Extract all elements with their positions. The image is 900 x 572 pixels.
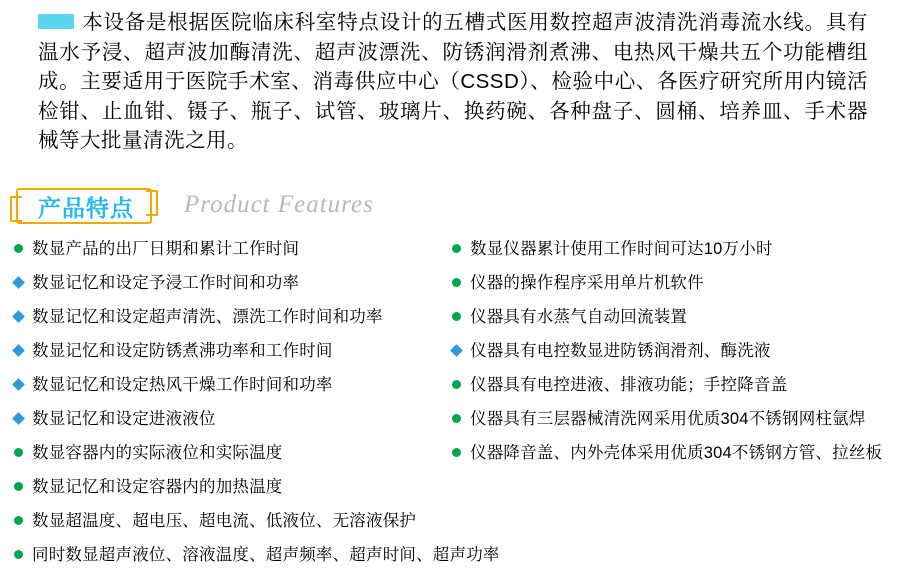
circle-bullet-icon	[452, 278, 461, 287]
lead-accent-box	[38, 14, 74, 29]
diamond-bullet-icon	[450, 344, 463, 357]
feature-item-label: 仪器具有三层器械清洗网采用优质304不锈钢网柱氩焊	[470, 410, 866, 428]
diamond-bullet-icon	[12, 378, 25, 391]
feature-item-label: 数显产品的出厂日期和累计工作时间	[32, 240, 300, 258]
circle-bullet-icon	[452, 414, 461, 423]
feature-item	[14, 368, 454, 402]
circle-bullet-icon	[452, 244, 461, 253]
feature-item-label: 同时数显超声液位、溶液温度、超声频率、超声时间、超声功率	[32, 546, 500, 564]
product-features-tag	[16, 188, 152, 224]
product-features-tag-label: 产品特点	[38, 194, 134, 221]
feature-item	[452, 232, 892, 266]
feature-item-label: 数显记忆和设定超声清洗、漂洗工作时间和功率	[32, 308, 383, 326]
feature-item-label: 仪器具有电控进液、排液功能；手控降音盖	[470, 376, 788, 394]
feature-item-label: 数显仪器累计使用工作时间可达10万小时	[470, 240, 773, 258]
circle-bullet-icon	[452, 448, 461, 457]
section-header	[8, 188, 892, 228]
features-column-right	[452, 232, 892, 470]
feature-item-label: 数显记忆和设定进液液位	[32, 410, 216, 428]
feature-item-label: 仪器具有电控数显进防锈润滑剂、酶洗液	[470, 342, 771, 360]
feature-item	[452, 368, 892, 402]
feature-item	[14, 300, 454, 334]
circle-bullet-icon	[452, 380, 461, 389]
circle-bullet-icon	[14, 448, 23, 457]
intro-text: 本设备是根据医院临床科室特点设计的五槽式医用数控超声波清洗消毒流水线。具有温水予浸、超声波加酶清洗、超声波漂洗、防锈润滑剂煮沸、电热风干燥共五个功能槽组成。主要适用于医院手术室、消毒供应中心（CSSD）、检验中心、各医疗研究所用内镜活检钳、止血钳、镊子、瓶子、试管、玻璃片、换药碗、各种盘子、圆桶、培养皿、手术器械等大批量清洗之用。	[38, 11, 868, 152]
feature-item-label: 数显超温度、超电压、超电流、低液位、无溶液保护	[32, 512, 417, 530]
diamond-bullet-icon	[12, 276, 25, 289]
diamond-bullet-icon	[12, 412, 25, 425]
feature-item-label: 仪器降音盖、内外壳体采用优质304不锈钢方管、拉丝板	[470, 444, 883, 462]
feature-item	[14, 470, 454, 504]
feature-item-label: 数显记忆和设定予浸工作时间和功率	[32, 274, 300, 292]
feature-item	[14, 232, 454, 266]
feature-item	[14, 538, 500, 572]
circle-bullet-icon	[14, 550, 23, 559]
feature-item	[14, 266, 454, 300]
feature-item-label: 数显容器内的实际液位和实际温度	[32, 444, 283, 462]
circle-bullet-icon	[452, 312, 461, 321]
circle-bullet-icon	[14, 516, 23, 525]
feature-item	[14, 436, 454, 470]
product-features-subtitle: Product Features	[184, 191, 374, 218]
feature-item	[452, 402, 892, 436]
feature-item	[452, 334, 892, 368]
intro-paragraph	[38, 8, 868, 156]
feature-item	[14, 504, 454, 538]
feature-item	[452, 266, 892, 300]
diamond-bullet-icon	[12, 310, 25, 323]
diamond-bullet-icon	[12, 344, 25, 357]
features-column-left	[14, 232, 500, 572]
circle-bullet-icon	[14, 482, 23, 491]
feature-item-label: 仪器的操作程序采用单片机软件	[470, 274, 704, 292]
feature-item	[452, 436, 892, 470]
circle-bullet-icon	[14, 244, 23, 253]
feature-item-label: 数显记忆和设定容器内的加热温度	[32, 478, 283, 496]
feature-item	[452, 300, 892, 334]
feature-item-label: 仪器具有水蒸气自动回流装置	[470, 308, 688, 326]
feature-item	[14, 334, 454, 368]
feature-item-label: 数显记忆和设定防锈煮沸功率和工作时间	[32, 342, 333, 360]
feature-item-label: 数显记忆和设定热风干燥工作时间和功率	[32, 376, 333, 394]
feature-item	[14, 402, 454, 436]
